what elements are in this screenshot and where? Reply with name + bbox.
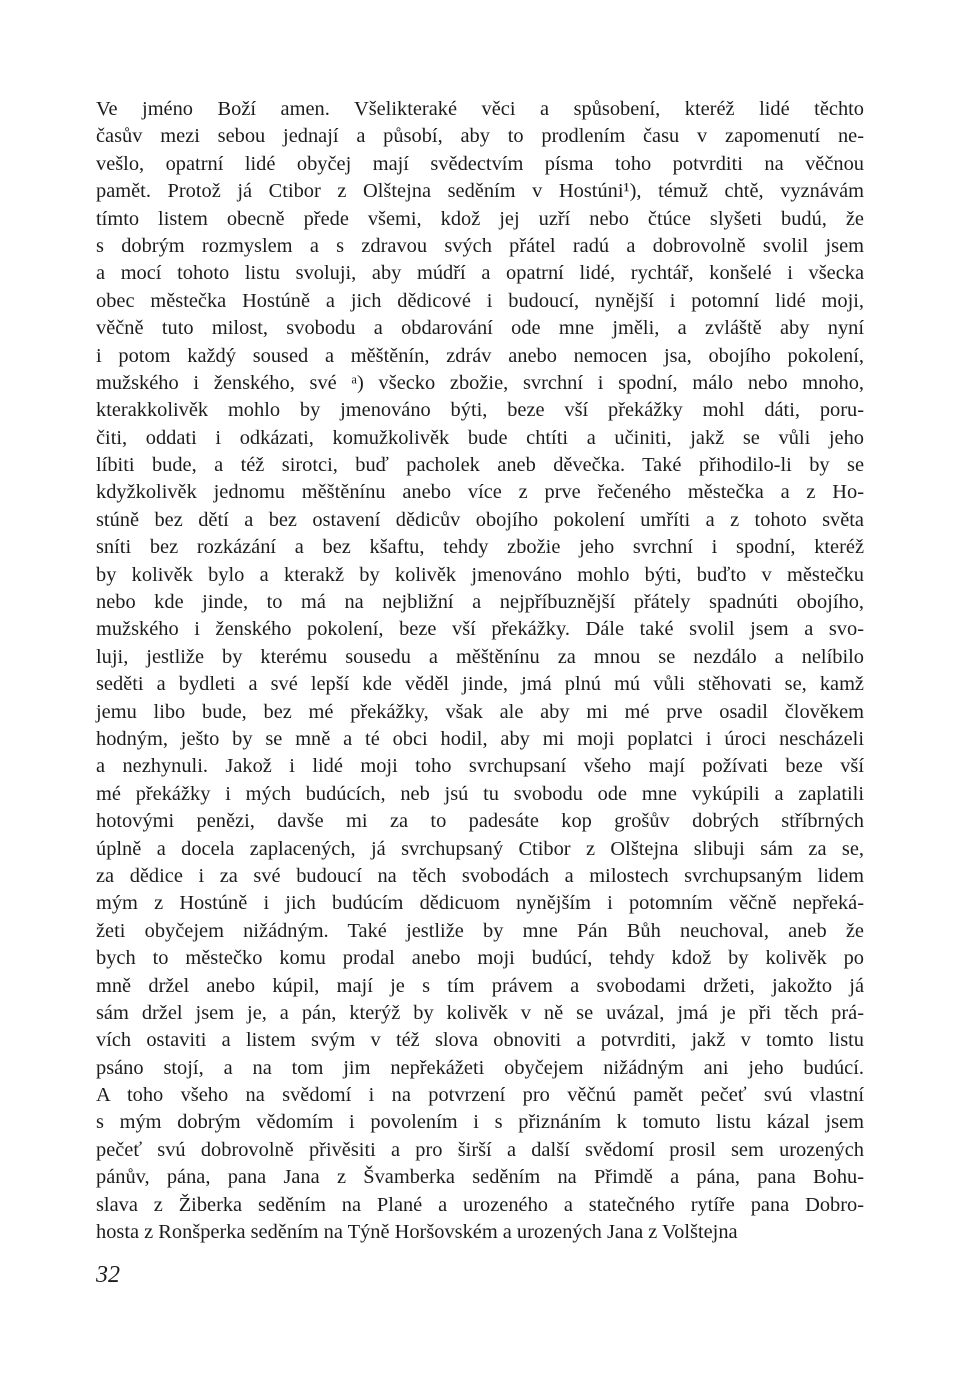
text-line: žeti obyčejem nižádným. Také jestliže by mne Pán Bůh neuchoval, aneb že xyxy=(96,919,864,942)
text-line: jemu libo bude, bez mé překážky, však ale aby mi mé prve osadil člověkem xyxy=(96,700,864,723)
text-line: s dobrým rozmyslem a s zdravou svých přátel radú a dobrovolně svolil jsem xyxy=(96,234,864,257)
text-line: mně držel anebo kúpil, mají je s tím právem a svobodami držeti, jakožto já xyxy=(96,974,864,997)
text-line: A toho všeho na svědomí i na potvrzení pro věčnú pamět pečeť svú vlastní xyxy=(96,1084,864,1107)
text-line: za dědice i za své budoucí na těch svobodách a milostech svrchupsaným lidem xyxy=(96,864,864,887)
text-line: mužského i ženského, své ᵃ) všecko zbožie, svrchní i spodní, málo nebo mnoho, xyxy=(96,371,864,394)
text-line: hodným, ješto by se mně a té obci hodil, aby mi moji poplatci i úroci nescházeli xyxy=(96,727,864,750)
text-line: kdyžkolivěk jednomu měštěnínu anebo více z prve řečeného městečka a z Ho- xyxy=(96,481,864,504)
text-line: vích ostaviti a listem svým v též slova obnoviti a potvrditi, jakž v tomto listu xyxy=(96,1029,864,1052)
text-line: Ve jméno Boží amen. Všelikteraké věci a spůsobení, kteréž lidé těchto xyxy=(96,98,864,120)
text-line: pečeť svú dobrovolně přivěsiti a pro širší a další svědomí prosil sem urozených xyxy=(96,1138,864,1161)
text-line: pamět. Protož já Ctibor z Olštejna seděním v Hostúni¹), témuž chtě, vyznávám xyxy=(96,180,864,203)
text-line: slava z Žiberka seděním na Plané a urozeného a statečného rytíře pana Dobro- xyxy=(96,1193,864,1216)
text-line: seděti a bydleti a své lepší kde věděl jinde, jmá plnú mú vůli stěhovati se, kamž xyxy=(96,673,864,696)
text-line: věčně tuto milost, svobodu a obdarování ode mne jměli, a zvláště aby nyní xyxy=(96,317,864,340)
text-line: psáno stojí, a na tom jim nepřekážeti obyčejem nižádným ani jeho budúcí. xyxy=(96,1056,864,1079)
text-line: sníti bez rozkázání a bez kšaftu, tehdy zbožie jeho svrchní i spodní, kteréž xyxy=(96,536,864,559)
text-line: úplně a docela zaplacených, já svrchupsaný Ctibor z Olštejna slibuji sám za se, xyxy=(96,837,864,860)
text-line: vešlo, opatrní lidé obyčej mají svědectvím písma toho potvrditi na věčnou xyxy=(96,152,864,175)
text-line: mým z Hostúně i jich budúcím dědicuom nynějším i potomním věčně nepřeká- xyxy=(96,892,864,915)
page-number: 32 xyxy=(96,1262,120,1288)
text-line: i potom každý soused a měštěnín, zdráv anebo nemocen jsa, obojího pokolení, xyxy=(96,344,864,367)
text-line: a mocí tohoto listu svoluji, aby múdří a opatrní lidé, rychtář, konšelé i všecka xyxy=(96,262,864,285)
text-line: hosta z Ronšperka seděním na Týně Horšovském a urozených Jana z Volštejna xyxy=(96,1221,738,1244)
text-line: nebo kde jinde, to má na nejbližní a nejpříbuznější přátely spadnúti obojího, xyxy=(96,591,864,614)
text-line: časův mezi sebou jednají a působí, aby to prodlením času v zapomenutí ne- xyxy=(96,125,864,148)
text-line: líbiti bude, a též sirotci, buď pacholek aneb děvečka. Také přihodilo-li by se xyxy=(96,454,864,477)
text-line: čiti, oddati i odkázati, komužkolivěk bude chtíti a učiniti, jakž se vůli jeho xyxy=(96,426,864,449)
text-line: s mým dobrým vědomím i povolením i s přiznáním k tomuto listu kázal jsem xyxy=(96,1111,864,1134)
text-line: tímto listem obecně přede všemi, kdož jej uzří nebo čtúce slyšeti budú, že xyxy=(96,207,864,230)
text-line: by kolivěk bylo a kterakž by kolivěk jmenováno mohlo býti, buďto v městečku xyxy=(96,563,864,586)
document-body xyxy=(96,96,864,1246)
text-line: a nezhynuli. Jakož i lidé moji toho svrchupsaní všeho mají požívati beze vší xyxy=(96,755,864,778)
text-line: sám držel jsem je, a pán, kterýž by kolivěk v ně se uvázal, jmá je při těch prá- xyxy=(96,1001,864,1024)
text-line: stúně bez dětí a bez ostavení dědicův obojího pokolení umříti a z tohoto světa xyxy=(96,508,864,531)
text-line: mužského i ženského pokolení, beze vší překážky. Dále také svolil jsem a svo- xyxy=(96,618,864,641)
text-line: pánův, pána, pana Jana z Švamberka seděním na Přimdě a pána, pana Bohu- xyxy=(96,1166,864,1189)
text-line: mé překážky i mých budúcích, neb jsú tu svobodu ode mne vykúpili a zaplatili xyxy=(96,782,864,805)
text-line: obec městečka Hostúně a jich dědicové i budoucí, nynější i potomní lidé moji, xyxy=(96,289,864,312)
text-line: bych to městečko komu prodal anebo moji budúcí, tehdy kdož by kolivěk po xyxy=(96,947,864,970)
text-line: kterakkolivěk mohlo by jmenováno býti, beze vší překážky mohl dáti, poru- xyxy=(96,399,864,422)
text-line: luji, jestliže by kterému sousedu a měštěnínu za mnou se nezdálo a nelíbilo xyxy=(96,645,864,668)
text-line: hotovými penězi, davše mi za to padesáte kop grošův dobrých stříbrných xyxy=(96,810,864,833)
